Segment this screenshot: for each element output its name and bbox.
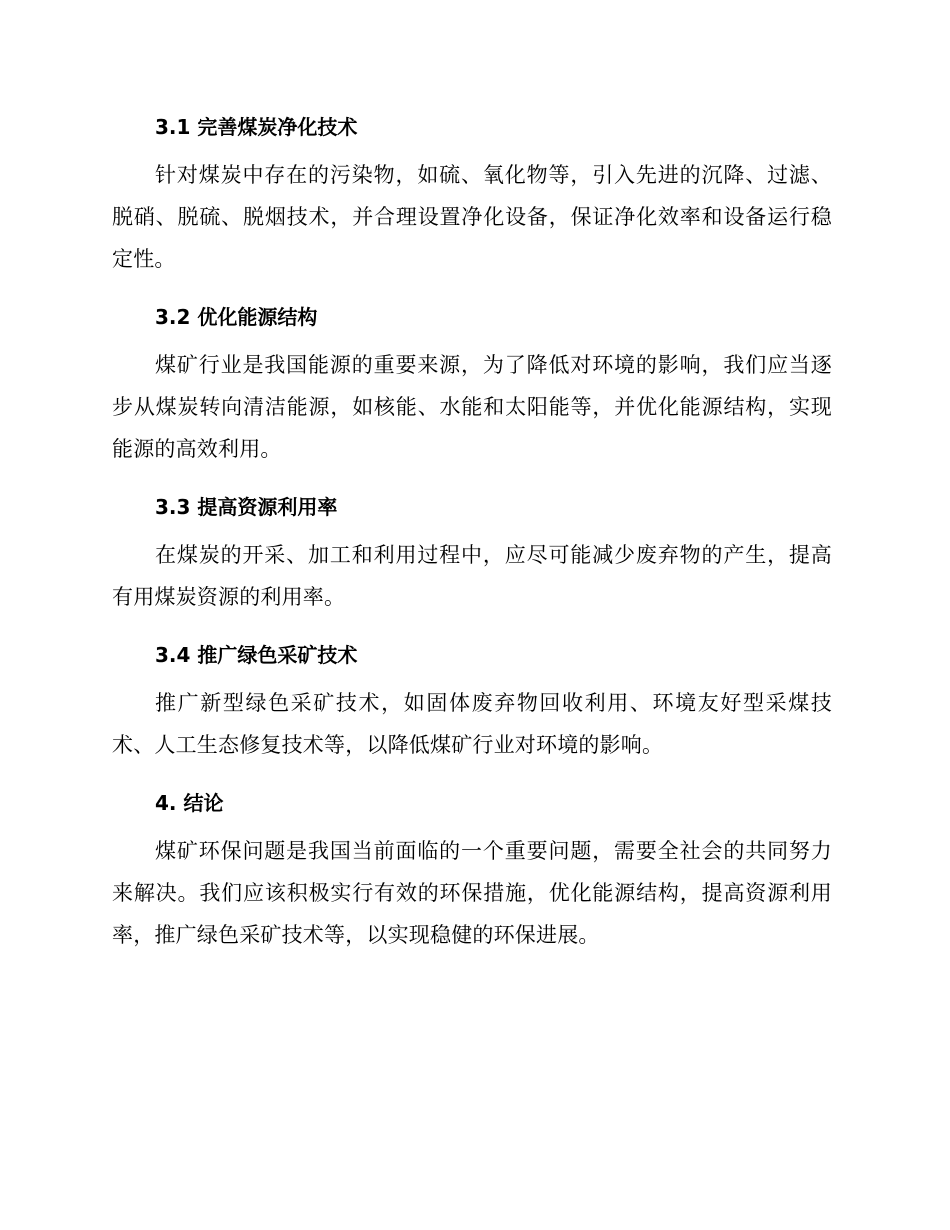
document-page (112, 108, 832, 974)
section-3-4 (112, 636, 832, 766)
section-paragraph: 推广新型绿色采矿技术，如固体废弃物回收利用、环境友好型采煤技术、人工生态修复技术等，以降低煤矿行业对环境的影响。 (112, 691, 832, 757)
section-3-1 (112, 108, 832, 280)
section-heading: 3.2 优化能源结构 (155, 305, 318, 329)
section-heading: 4. 结论 (155, 791, 224, 815)
section-paragraph: 针对煤炭中存在的污染物，如硫、氧化物等，引入先进的沉降、过滤、脱硝、脱硫、脱烟技术，并合理设置净化设备，保证净化效率和设备运行稳定性。 (112, 163, 832, 271)
section-paragraph: 煤矿环保问题是我国当前面临的一个重要问题，需要全社会的共同努力来解决。我们应该积极实行有效的环保措施，优化能源结构，提高资源利用率，推广绿色采矿技术等，以实现稳健的环保进展。 (112, 839, 832, 947)
section-paragraph: 煤矿行业是我国能源的重要来源，为了降低对环境的影响，我们应当逐步从煤炭转向清洁能源，如核能、水能和太阳能等，并优化能源结构，实现能源的高效利用。 (112, 353, 832, 461)
section-heading: 3.1 完善煤炭净化技术 (155, 115, 358, 139)
section-3-3 (112, 488, 832, 618)
section-heading: 3.4 推广绿色采矿技术 (155, 643, 358, 667)
section-paragraph: 在煤炭的开采、加工和利用过程中，应尽可能减少废弃物的产生，提高有用煤炭资源的利用率。 (112, 543, 832, 609)
section-3-2 (112, 298, 832, 470)
section-4-conclusion (112, 784, 832, 956)
section-heading: 3.3 提高资源利用率 (155, 495, 338, 519)
